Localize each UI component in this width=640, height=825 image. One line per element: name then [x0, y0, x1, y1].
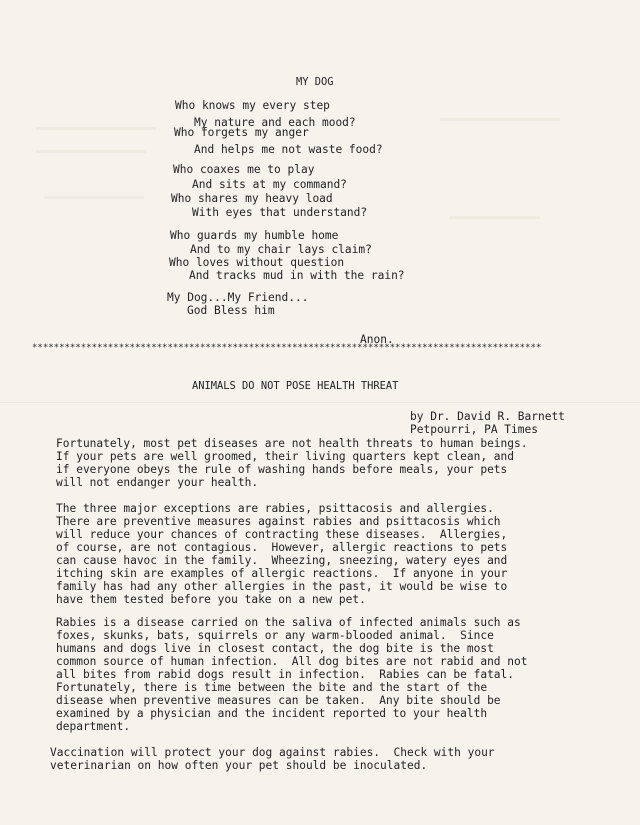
article-line: will not endanger your health.	[56, 476, 259, 489]
byline-author: by Dr. David R. Barnett	[410, 410, 565, 423]
poem-line: With eyes that understand?	[192, 206, 368, 219]
asterisk-divider: **********************************************************************************************	[32, 343, 542, 353]
poem-line: And sits at my command?	[192, 178, 347, 191]
article-line: will reduce your chances of contracting these diseases. Allergies,	[56, 528, 508, 541]
bleed-through-mark	[450, 216, 540, 219]
poem-line: Who forgets my anger	[174, 126, 309, 139]
article-line: of course, are not contagious. However, allergic reactions to pets	[56, 541, 508, 554]
article-line: Vaccination will protect your dog against rabies. Check with your	[50, 746, 495, 759]
article-line: if everyone obeys the rule of washing hands before meals, your pets	[56, 463, 508, 476]
byline-source: Petpourri, PA Times	[410, 423, 538, 436]
article-line: foxes, skunks, bats, squirrels or any warm-blooded animal. Since	[56, 629, 494, 642]
poem-author: Anon.	[360, 333, 394, 346]
article-line: common source of human infection. All dog bites are not rabid and not	[56, 655, 528, 668]
article-line: examined by a physician and the incident reported to your health	[56, 707, 488, 720]
article-line: Fortunately, most pet diseases are not health threats to human beings.	[56, 437, 528, 450]
poem-line: Who coaxes me to play	[173, 163, 315, 176]
bleed-through-mark	[440, 118, 560, 121]
poem-line: And to my chair lays claim?	[190, 243, 372, 256]
article-line: veterinarian on how often your pet should be inoculated.	[50, 759, 428, 772]
article-line: Fortunately, there is time between the bite and the start of the	[56, 681, 488, 694]
article-line: If your pets are well groomed, their living quarters kept clean, and	[56, 450, 515, 463]
article-line: There are preventive measures against rabies and psittacosis which	[56, 515, 501, 528]
bleed-through-mark	[44, 196, 144, 199]
article-line: disease when preventive measures can be taken. Any bite should be	[56, 694, 501, 707]
article-line: Rabies is a disease carried on the saliva of infected animals such as	[56, 616, 521, 629]
poem-line: Who guards my humble home	[170, 229, 339, 242]
article-line: itching skin are examples of allergic reactions. If anyone in your	[56, 567, 508, 580]
poem-line: My nature and each mood?	[194, 116, 356, 129]
paper-fold	[0, 402, 640, 404]
article-line: humans and dogs live in closest contact, the dog bite is the most	[56, 642, 494, 655]
poem-line: Who loves without question	[169, 256, 345, 269]
poem-title: MY DOG	[296, 76, 334, 88]
article-line: department.	[56, 720, 131, 733]
poem-line: My Dog...My Friend...	[167, 291, 309, 304]
article-line: all bites from rabid dogs result in infection. Rabies can be fatal.	[56, 668, 515, 681]
poem-line: Who shares my heavy load	[171, 192, 333, 205]
article-title: ANIMALS DO NOT POSE HEALTH THREAT	[192, 380, 399, 392]
poem-line: And tracks mud in with the rain?	[189, 269, 405, 282]
article-line: family has had any other allergies in the past, it would be wise to	[56, 580, 508, 593]
poem-line: And helps me not waste food?	[194, 143, 383, 156]
article-line: have them tested before you take on a new pet.	[56, 593, 366, 606]
article-line: can cause havoc in the family. Wheezing, sneezing, watery eyes and	[56, 554, 508, 567]
article-line: The three major exceptions are rabies, psittacosis and allergies.	[56, 502, 494, 515]
poem-line: God Bless him	[187, 304, 275, 317]
bleed-through-mark	[36, 150, 146, 153]
poem-line: Who knows my every step	[175, 99, 330, 112]
bleed-through-mark	[36, 127, 156, 130]
